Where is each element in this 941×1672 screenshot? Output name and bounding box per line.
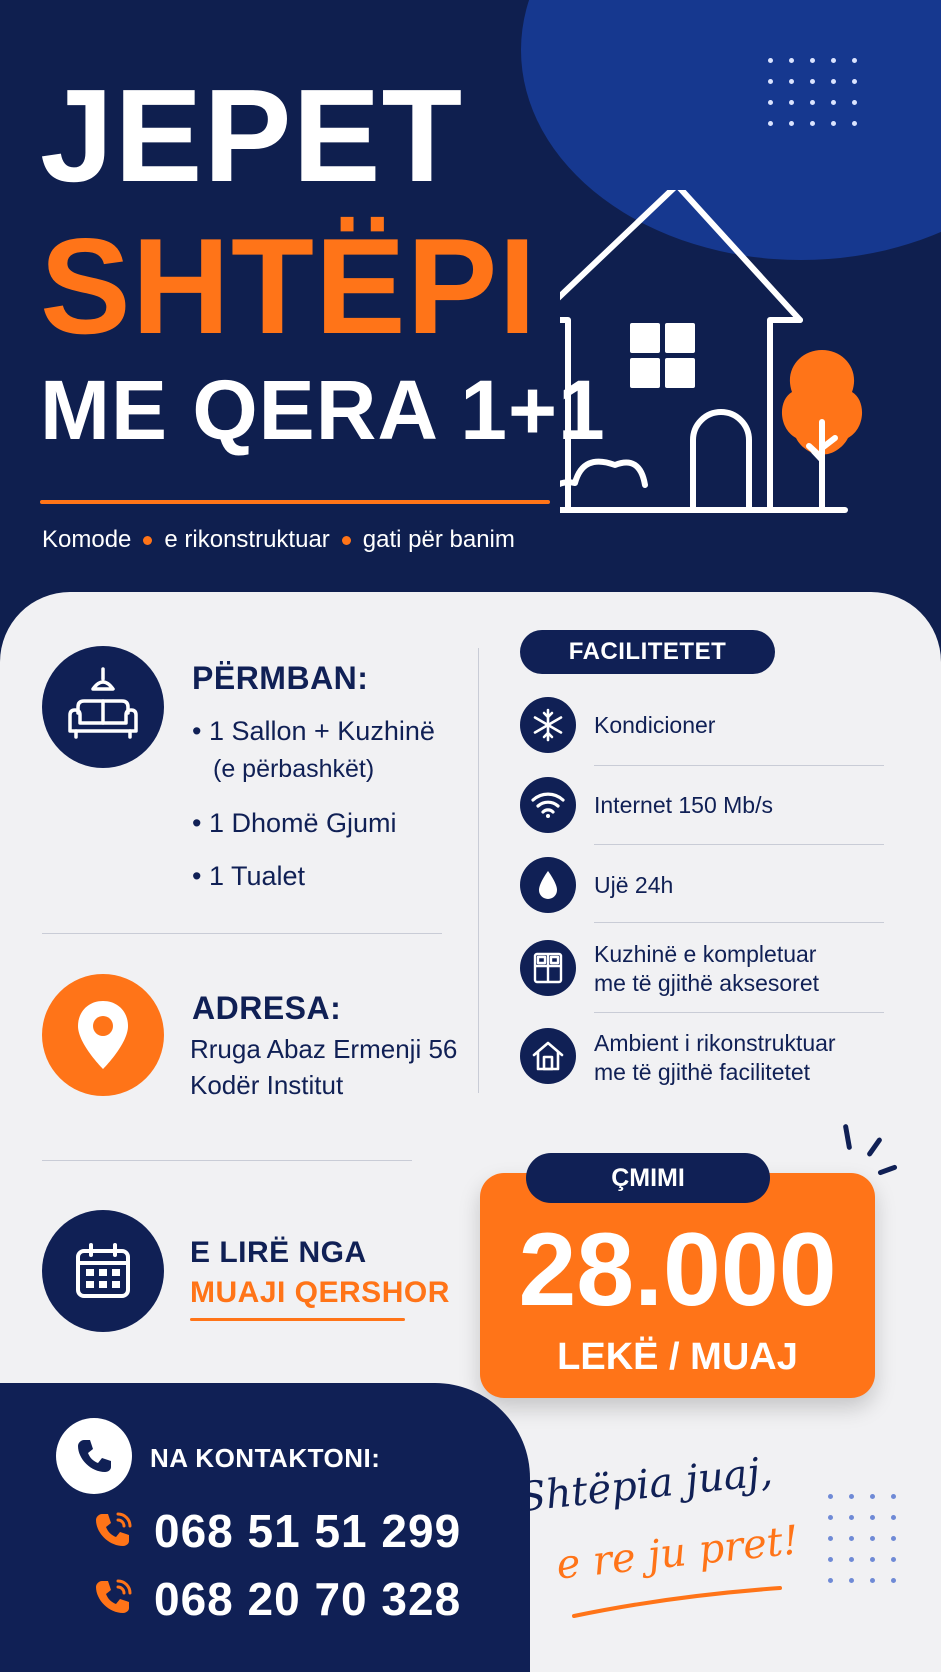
contents-item-toilet: • 1 Tualet: [192, 861, 306, 891]
column-divider: [478, 648, 479, 1093]
section-divider: [42, 1160, 412, 1161]
availability-label: E LIRË NGA: [190, 1236, 367, 1269]
footer-dot-pattern: [828, 1494, 896, 1583]
facility-water-label: Ujë 24h: [594, 872, 674, 898]
price-value: 28.000: [518, 1212, 837, 1328]
calendar-icon: [42, 1210, 164, 1332]
facility-ac-label: Kondicioner: [594, 712, 716, 738]
price-label: ÇMIMI: [526, 1153, 770, 1203]
contents-item-bedroom: • 1 Dhomë Gjumi: [192, 808, 397, 838]
address-area: Kodër Institut: [190, 1070, 344, 1100]
facility-internet-label: Internet 150 Mb/s: [594, 792, 773, 818]
slogan-underline: [570, 1582, 790, 1622]
facility-renovated-line1: Ambient i rikonstruktuar: [594, 1030, 836, 1056]
tagline-separator: [342, 536, 351, 545]
availability-underline: [190, 1318, 405, 1321]
wifi-icon: [520, 777, 576, 833]
address-heading: ADRESA:: [192, 990, 342, 1026]
home-icon: [520, 1028, 576, 1084]
price-unit: LEKË / MUAJ: [557, 1336, 798, 1378]
facility-divider: [594, 1012, 884, 1013]
house-illustration-icon: [560, 190, 920, 550]
tagline: [42, 526, 515, 554]
facilities-heading: FACILITETET: [520, 630, 775, 674]
contents-item-shared-note: (e përbashkët): [213, 755, 375, 783]
phone-icon: [56, 1418, 132, 1494]
phone-number-1[interactable]: 068 51 51 299: [154, 1505, 462, 1557]
title-underline: [40, 500, 550, 504]
availability-month: MUAJI QERSHOR: [190, 1276, 450, 1309]
sofa-icon: [42, 646, 164, 768]
slogan-line-2: e re ju pret!: [554, 1517, 802, 1589]
header-dot-pattern: [768, 58, 857, 126]
phone-number-2[interactable]: 068 20 70 328: [154, 1573, 462, 1625]
slogan-line-1: Shtëpia juaj,: [516, 1448, 775, 1522]
title-line-3: ME QERA 1+1: [40, 363, 606, 457]
section-divider: [42, 933, 442, 934]
facility-divider: [594, 765, 884, 766]
contact-heading: NA KONTAKTONI:: [150, 1443, 381, 1473]
title-line-2: SHTËPI: [40, 210, 538, 362]
contents-item-living-kitchen: • 1 Sallon + Kuzhinë: [192, 716, 435, 746]
phone-ring-icon: [94, 1508, 136, 1555]
facility-renovated-line2: me të gjithë facilitetet: [594, 1059, 811, 1085]
kitchen-icon: [520, 940, 576, 996]
facility-divider: [594, 844, 884, 845]
facility-divider: [594, 922, 884, 923]
location-pin-icon: [42, 974, 164, 1096]
water-drop-icon: [520, 857, 576, 913]
title-line-1: JEPET: [40, 62, 464, 209]
tagline-item-furnished: Komode: [42, 526, 132, 553]
facility-kitchen-line2: me të gjithë aksesoret: [594, 970, 820, 996]
tagline-item-renovated: e rikonstruktuar: [164, 526, 330, 553]
tagline-item-ready: gati për banim: [362, 526, 515, 553]
tagline-separator: [143, 536, 152, 545]
snowflake-icon: [520, 697, 576, 753]
contents-heading: PËRMBAN:: [192, 660, 369, 696]
facility-kitchen-line1: Kuzhinë e kompletuar: [594, 941, 817, 967]
address-street: Rruga Abaz Ermenji 56: [190, 1034, 458, 1064]
phone-ring-icon: [94, 1575, 136, 1622]
